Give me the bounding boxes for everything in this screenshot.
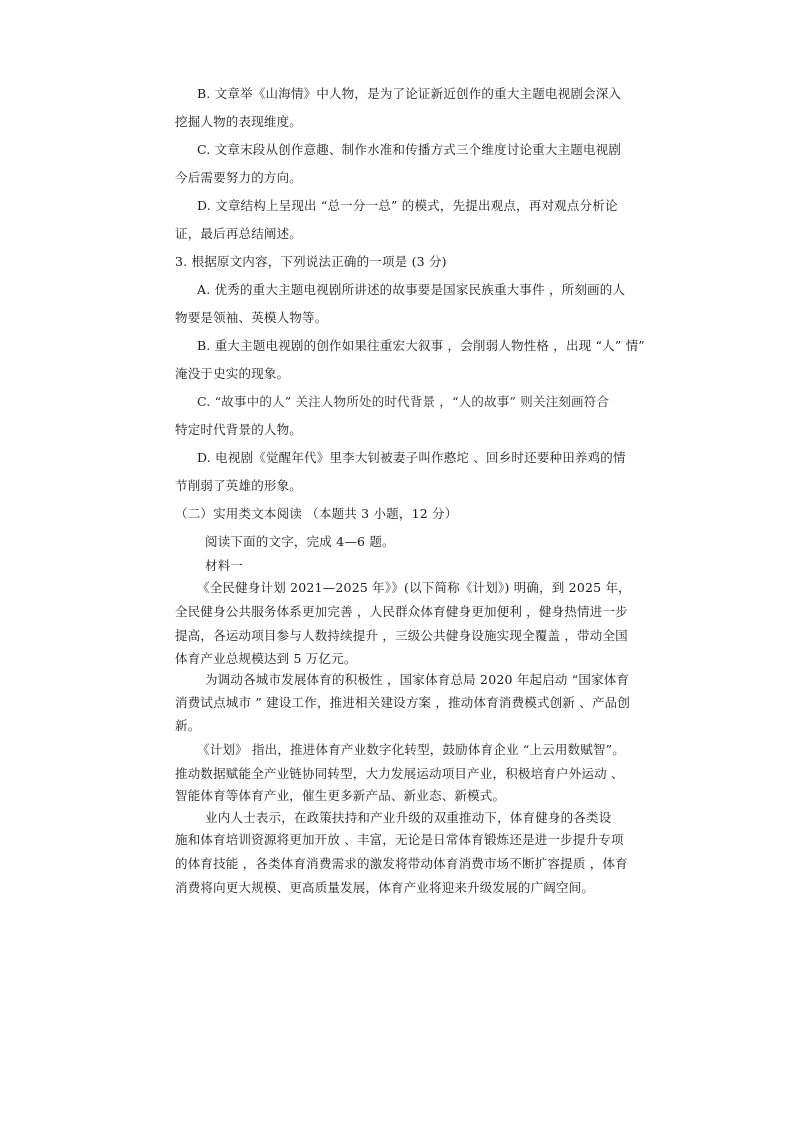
- para-2-line-3: 新。: [175, 718, 201, 733]
- para-4-line-1: 业内人士表示，在政策扶持和产业升级的双重推动下，体育健身的各类设: [205, 810, 612, 825]
- para-4-line-2: 施和体育培训资源将更加开放 、丰富，无论是日常体育锻炼还是进一步提升专项: [175, 832, 624, 847]
- para-3-line-2: 推动数据赋能全产业链协同转型，大力发展运动项目产业，积极培育户外运动 、: [175, 766, 624, 781]
- q3-option-d-line-1: D. 电视剧《觉醒年代》里李大钊被妻子叫作憨坨 、回乡时还要种田养鸡的情: [197, 450, 626, 465]
- q3-option-b-line-2: 淹没于史实的现象。: [175, 366, 290, 381]
- section-2-heading: （二）实用类文本阅读 （本题共 3 小题，12 分）: [175, 506, 458, 521]
- option-c-line-1: C. 文章末段从创作意趣、制作水准和传播方式三个维度讨论重大主题电视剧: [197, 142, 622, 157]
- option-b-line-2: 挖掘人物的表现维度。: [175, 114, 303, 129]
- reading-instruction: 阅读下面的文字，完成 4—6 题。: [205, 534, 395, 549]
- q3-option-c-line-2: 特定时代背景的人物。: [175, 422, 303, 437]
- para-2-line-1: 为调动各城市发展体育的积极性 ，国家体育总局 2020 年起启动 “国家体育: [205, 672, 630, 687]
- para-4-line-4: 消费将向更大规模、更高质量发展，体育产业将迎来升级发展的广阔空间。: [175, 880, 595, 895]
- para-4-line-3: 的体育技能 ，各类体育消费需求的激发将带动体育消费市场不断扩容提质 ，体育: [175, 856, 628, 871]
- option-d-line-1: D. 文章结构上呈现出 “总一分一总” 的模式，先提出观点，再对观点分析论: [197, 198, 618, 213]
- material-1-heading: 材料一: [205, 558, 244, 573]
- question-3: 3. 根据原文内容，下列说法正确的一项是 (3 分): [175, 254, 447, 269]
- q3-option-a-line-1: A. 优秀的重大主题电视剧所讲述的故事要是国家民族重大事件 ，所刻画的人: [197, 282, 626, 297]
- q3-option-a-line-2: 物要是领袖、英模人物等。: [175, 310, 328, 325]
- para-1-line-3: 提高，各运动项目参与人数持续提升 ，三级公共健身设施实现全覆盖 ，带动全国: [175, 628, 628, 643]
- para-1-line-4: 体育产业总规模达到 5 万亿元。: [175, 651, 357, 666]
- para-1-line-2: 全民健身公共服务体系更加完善 ，人民群众体育健身更加便利 ，健身热情进一步: [175, 604, 628, 619]
- q3-option-d-line-2: 节削弱了英雄的形象。: [175, 478, 303, 493]
- option-c-line-2: 今后需要努力的方向。: [175, 170, 303, 185]
- para-1-line-1: 《全民健身计划 2021—2025 年》》(以下简称《计划》) 明确，到 2025 年，: [197, 580, 631, 595]
- para-3-line-3: 智能体育等体育产业，催生更多新产品、新业态、新模式。: [175, 788, 506, 803]
- option-b-line-1: B. 文章举《山海情》中人物，是为了论证新近创作的重大主题电视剧会深入: [197, 86, 622, 101]
- option-d-line-2: 证，最后再总结阐述。: [175, 226, 303, 241]
- q3-option-c-line-1: C. “故事中的人” 关注人物所处的时代背景 ，“人的故事” 则关注刻画符合: [197, 394, 610, 409]
- para-2-line-2: 消费试点城市 ” 建设工作，推进相关建设方案 ，推动体育消费模式创新 、产品创: [175, 695, 631, 710]
- q3-option-b-line-1: B. 重大主题电视剧的创作如果往重宏大叙事 ，会削弱人物性格 ，出现 “人” 情”: [197, 338, 645, 353]
- para-3-line-1: 《计划》 指出，推进体育产业数字化转型，鼓励体育企业 “上云用数赋智”。: [197, 742, 625, 757]
